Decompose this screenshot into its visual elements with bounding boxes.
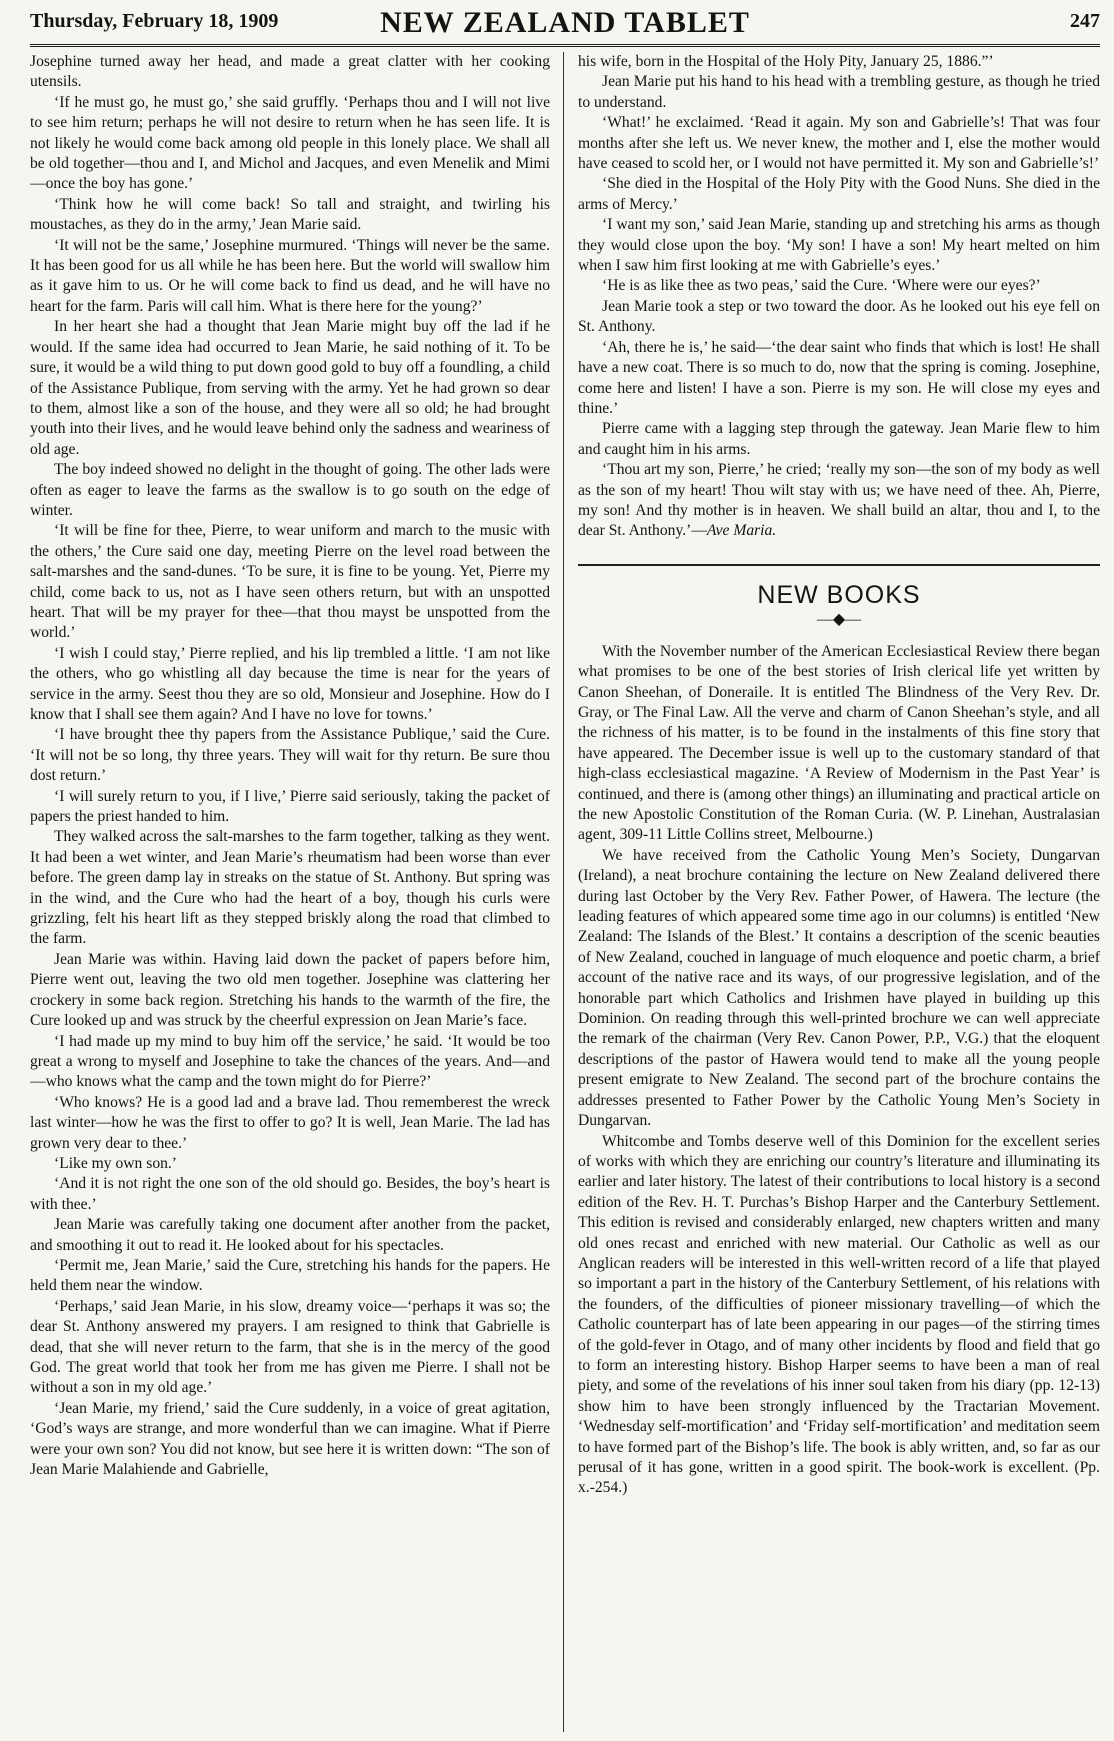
column-divider xyxy=(563,52,564,1732)
story-paragraph: Jean Marie was carefully taking one document after another from the packet, and smoothing it out to read it. He looked about for his spectacles. xyxy=(30,1216,550,1254)
story-paragraph: They walked across the salt-marshes to the farm together, talking as they went. It had been a wet winter, and Jean Marie’s rheumatism had been worse than ever before. The green damp lay in streaks on the statue of St. Anthony. But spring was in the wind, and the Cure who had the heart of a boy, though his curls were grizzling, felt his heart lift as they stepped briskly along the road that climbed to the farm. xyxy=(30,828,550,948)
page-header xyxy=(30,6,1100,47)
new-books-heading: NEW BOOKS xyxy=(578,564,1100,610)
story-source-signature: Ave Maria. xyxy=(706,522,777,540)
story-paragraph: Josephine turned away her head, and made a great clatter with her cooking utensils. xyxy=(30,53,550,91)
story-paragraph: ‘I wish I could stay,’ Pierre replied, and his lip trembled a little. ‘I am not like the others, who go whistling all day because the time is near for the years of service in the army. Seest thou they are so old, Monsieur and Josephine. How do I know that I shall see them again? And I have no love for towns.’ xyxy=(30,644,550,723)
story-paragraph: ‘It will be fine for thee, Pierre, to wear uniform and march to the music with the others,’ the Cure said one day, meeting Pierre on the level road between the salt-marshes and the sand-dunes. ‘To be sure, it is fine to be young. Yet, Pierre my child, come back to us, not as I have seen others return, but with an unspotted heart. That will be my prayer for thee—that thou mayst be unspotted from the world.’ xyxy=(30,522,550,642)
story-paragraph: ‘I have brought thee thy papers from the Assistance Publique,’ said the Cure. ‘It will not be so long, thy three years. They will wait for thy return. Be sure thou dost return.’ xyxy=(30,726,550,785)
issue-date: Thursday, February 18, 1909 xyxy=(30,10,279,32)
story-paragraph: Jean Marie was within. Having laid down the packet of papers before him, Pierre went out, leaving the two old men together. Josephine was clattering her crockery in some back region. Stretching his hands to the warmth of the fire, the Cure looked up and was struck by the cheerful expression on Jean Marie’s face. xyxy=(30,950,550,1030)
story-paragraph: ‘If he must go, he must go,’ she said gruffly. ‘Perhaps thou and I will not live to see him return; perhaps he will not desire to return when he has seen life. It is not likely he would come back among old people in this lonely place. We shall all be old together—thou and I, and Michol and Jacques, and even Menelik and Mimi—once the boy has gone.’ xyxy=(30,93,550,193)
story-final-text: ‘Thou art my son, Pierre,’ he cried; ‘really my son—the son of my body as well as the son of my heart! Thou wilt stay with us; we have need of thee. Ah, Pierre, my son! And thy mother is in heaven. We shall build an altar, thou and I, to the dear St. Anthony.’— xyxy=(578,461,1100,540)
story-paragraph: In her heart she had a thought that Jean Marie might buy off the lad if he would. If the same idea had occurred to Jean Marie, he said nothing of it. To be sure, it would be a wild thing to put down good gold to buy off a foundling, a child of the Assistance Publique, from serving with the army. Yet he had grown so dear to them, almost like a son of the house, and they were all so old; he had brought youth into their lives, and he would leave behind only the sadness and weariness of old age. xyxy=(30,318,550,458)
story-paragraph: ‘He is as like thee as two peas,’ said the Cure. ‘Where were our eyes?’ xyxy=(602,277,1041,295)
left-column xyxy=(30,52,550,1732)
story-paragraph: ‘Who knows? He is a good lad and a brave lad. Thou rememberest the wreck last winter—how he was the first to offer to go? It is well, Jean Marie. The lad has grown very dear to thee.’ xyxy=(30,1093,550,1152)
story-paragraph: ‘I will surely return to you, if I live,’ Pierre said seriously, taking the packet of papers the priest handed to him. xyxy=(30,787,550,826)
story-paragraph: ‘Permit me, Jean Marie,’ said the Cure, stretching his hands for the papers. He held them near the window. xyxy=(30,1256,550,1295)
story-paragraph: his wife, born in the Hospital of the Holy Pity, January 25, 1886.”’ xyxy=(578,53,994,70)
story-paragraph: ‘I want my son,’ said Jean Marie, standing up and stretching his arms as though they would close upon the boy. ‘My son! I have a son! My heart melted on him when I saw him first looking at me with Gabrielle’s eyes.’ xyxy=(578,216,1100,275)
story-paragraph: ‘It will not be the same,’ Josephine murmured. ‘Things will never be the same. It has been good for us all while he has been here. But the world will swallow him as it gave him to us. Or he will come back to find us dead, and he will have no heart for the farm. Paris will call him. What is there here for the young?’ xyxy=(30,236,550,315)
story-paragraph: ‘She died in the Hospital of the Holy Pity with the Good Nuns. She died in the arms of Mercy.’ xyxy=(578,175,1100,213)
story-paragraph: ‘What!’ he exclaimed. ‘Read it again. My son and Gabrielle’s! That was four months after she left us. We never knew, the mother and I, else the mother would have ceased to scold her, or I would not have permitted it. My son and Gabrielle’s!’ xyxy=(578,114,1100,173)
story-paragraph: ‘I had made up my mind to buy him off the service,’ he said. ‘It would be too great a wrong to myself and Josephine to take the chances of the years. And—and—who knows what the camp and the town might do for Pierre?’ xyxy=(30,1032,550,1091)
story-paragraph: Pierre came with a lagging step through the gateway. Jean Marie flew to him and caught him in his arms. xyxy=(578,420,1100,458)
story-paragraph: ‘Perhaps,’ said Jean Marie, in his slow, dreamy voice—‘perhaps it was so; the dear St. Anthony answered my prayers. I am resigned to think that Gabrielle is dead, that she will never return to the farm, that she is in the mercy of the good God. The great world that took her from me has given me Pierre. I shall not be without a son in my old age.’ xyxy=(30,1297,550,1397)
story-paragraph: The boy indeed showed no delight in the thought of going. The other lads were often as eager to leave the farms as the swallow is to go south on the edge of winter. xyxy=(30,461,550,519)
story-final-paragraph xyxy=(578,460,1100,542)
story-paragraph: ‘And it is not right the one son of the old should go. Besides, the boy’s heart is with thee.’ xyxy=(30,1175,550,1213)
story-paragraph: ‘Think how he will come back! So tall and straight, and twirling his moustaches, as they do in the army,’ Jean Marie said. xyxy=(30,195,550,234)
story-paragraph: Jean Marie put his hand to his head with a trembling gesture, as though he tried to understand. xyxy=(578,73,1100,111)
review-paragraph: We have received from the Catholic Young Men’s Society, Dungarvan (Ireland), a neat brochure containing the lecture on New Zealand delivered there during last October by the Very Rev. Father Power, of Hawera. The lecture (the leading features of which appeared some time ago in our columns) is entitled ‘New Zealand: The Islands of the Blest.’ It contains a description of the scenic beauties of New Zealand, couched in language of much eloquence and poetic charm, a brief account of the native race and its ways, of our progressive legislation, and of the honorable part which Catholics and Irishmen have played in building up this Dominion. On reading through this well-printed brochure we can well appreciate the remark of the chairman (Very Rev. Canon Power, P.P., V.G.) that the eloquent descriptions of the pastor of Hawera would tend to make all the young people present emigrate to New Zealand. The second part of the brochure contains the addresses presented to Father Power by the Catholic Young Men’s Society in Dungarvan. xyxy=(578,846,1100,1130)
story-paragraph: Jean Marie took a step or two toward the door. As he looked out his eye fell on St. Anthony. xyxy=(578,297,1100,336)
ornament-divider: —◆— xyxy=(816,610,862,628)
story-paragraph: ‘Like my own son.’ xyxy=(54,1154,177,1172)
review-paragraph: With the November number of the American Ecclesiastical Review there began what promises to be one of the best stories of Irish clerical life yet written by Canon Sheehan, of Doneraile. It is entitled The Blindness of the Very Rev. Dr. Gray, or The Final Law. All the verve and charm of Canon Sheehan’s style, and all the richness of his matter, is to be found in the instalments of this fine story that have appeared. The December issue is well up to the customary standard of that high-class ecclesiastical magazine. ‘A Review of Modernism in the Past Year’ is continued, and there is (among other things) an illuminating and practical article on the new Apostolic Constitution of the Roman Curia. (W. P. Linehan, Australasian agent, 309-11 Little Collins street, Melbourne.) xyxy=(578,642,1100,844)
right-column xyxy=(578,52,1100,1732)
story-paragraph: ‘Ah, there he is,’ he said—‘the dear saint who finds that which is lost! He shall have a new coat. There is so much to do, now that the spring is coming. Josephine, come here and listen! I have a son. Pierre is my son. He will close my eyes and thine.’ xyxy=(578,338,1100,417)
page-number: 247 xyxy=(1070,10,1100,32)
review-paragraph: Whitcombe and Tombs deserve well of this Dominion for the excellent series of works with which they are enriching our country’s literature and illuminating its earlier and later history. The latest of their contributions to local history is a second edition of the Rev. H. T. Purchas’s Bishop Harper and the Canterbury Settlement. This edition is revised and considerably enlarged, new chapters written and many old ones recast and enriched with new material. Our Catholic as well as our Anglican readers will be interested in this well-written record of a life that played so important a part in the history of the Canterbury Settlement, of his relations with the founders, of the difficulties of pioneer missionary travelling—of which the Catholic counterpart has of late been appearing in our pages—of the stirring times of the gold-fever in Otago, and of many other incidents by flood and field that go to form an interesting history. Bishop Harper seems to have been a man of real piety, and some of the revelations of his inner soul taken from his diary (pp. 12-13) show him to have been strongly influenced by the Tractarian Movement. ‘Wednesday self-mortification’ and ‘Friday self-mortification’ and meditation seem to have formed part of the Bishop’s life. The book is ably written, and, so far as our perusal of it has gone, written in a good spirit. The book-work is excellent. (Pp. x.-254.) xyxy=(578,1132,1100,1497)
story-paragraph: ‘Jean Marie, my friend,’ said the Cure suddenly, in a voice of great agitation, ‘God’s ways are strange, and more wonderful than we can imagine. What if Pierre were your own son? You did not know, but see here it is written down: “The son of Jean Marie Malahiende and Gabrielle, xyxy=(30,1399,550,1479)
masthead-title: NEW ZEALAND TABLET xyxy=(380,6,750,39)
